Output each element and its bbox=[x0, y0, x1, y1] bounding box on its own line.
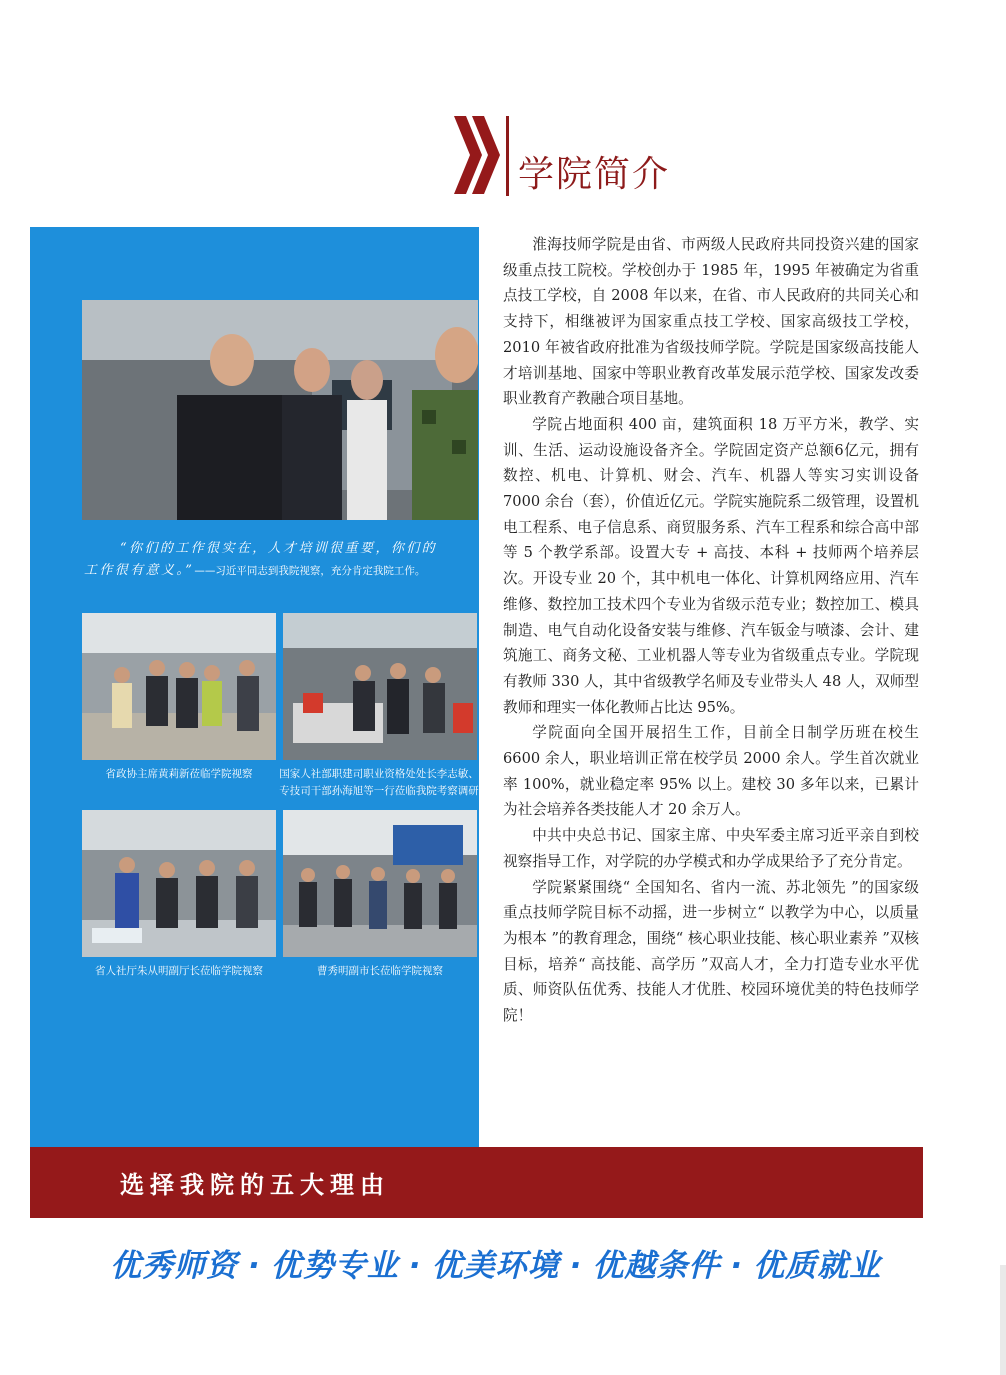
photo-visit-4 bbox=[283, 810, 477, 957]
reason-1: 优秀师资 bbox=[110, 1248, 238, 1284]
quote-line-2 bbox=[84, 560, 478, 582]
caption-2-line-1: 国家人社部职建司职业资格处处长李志敏、 bbox=[279, 768, 479, 780]
main-photo bbox=[82, 300, 478, 520]
page-edge bbox=[1000, 1265, 1006, 1375]
section-header bbox=[452, 110, 752, 200]
double-chevron-icon bbox=[452, 110, 506, 200]
caption-2 bbox=[279, 766, 479, 800]
reason-4: 优越条件 bbox=[592, 1248, 721, 1284]
caption-1: 省政协主席黄莉新莅临学院视察 bbox=[105, 768, 253, 780]
reason-5: 优质就业 bbox=[753, 1248, 882, 1284]
intro-paragraph-3: 学院面向全国开展招生工作，目前全日制学历班在校生 6600 余人，职业培训正常在校学员 2000 余人。学生首次就业率 100%，就业稳定率 95% 以上。建校 30 多年以来，已累计为社会培养各类技能人才 20 余万人。 bbox=[503, 724, 919, 819]
caption-3: 省人社厅朱从明副厅长莅临学院视察 bbox=[95, 965, 263, 977]
quote-line-2-text: 工作很有意义。” bbox=[84, 563, 195, 578]
intro-paragraph-2: 学院占地面积 400 亩，建筑面积 18 万平方米，教学、实训、生活、运动设施设备齐全。学院固定资产总额6亿元，拥有数控、机电、计算机、财会、汽车、机器人等实习实训设备 7000 余台（套），价值近亿元。学院实施院系二级管理，设置机电工程系、电子信息系、商贸服务系、汽车工程系和综合高中部等 5 个教学系部。设置大专 + 高技、本科 + 技师两个培养层次。开设专业 20 个，其中机电一体化、计算机网络应用、汽车维修、数控加工技术四个专业为省级示范专业；数控加工、模具制造、电气自动化设备安装与维修、汽车钣金与喷漆、会计、建筑施工、商务文秘、工业机器人等专业为省级重点专业。学院现有教师 330 人，其中省级教学名师及专业带头人 48 人，双师型教师和理实一体化教师占比达 95%。 bbox=[503, 415, 919, 716]
reason-separator: · bbox=[569, 1248, 583, 1284]
photo-visit-2 bbox=[283, 613, 477, 760]
reason-separator: · bbox=[730, 1248, 744, 1284]
reason-separator: · bbox=[408, 1248, 422, 1284]
photo-visit-3 bbox=[82, 810, 276, 957]
quote-source: ——习近平同志到我院视察，充分肯定我院工作。 bbox=[194, 565, 426, 577]
banner-title: 选择我院的五大理由 bbox=[120, 1171, 390, 1199]
reason-separator: · bbox=[248, 1248, 261, 1284]
five-reasons bbox=[110, 1240, 970, 1285]
photo-visit-1 bbox=[82, 613, 276, 760]
quote-line-1: “你们的工作很实在，人才培训很重要，你们的 bbox=[120, 541, 438, 556]
reason-2: 优势专业 bbox=[270, 1248, 399, 1284]
quote-block bbox=[84, 538, 478, 582]
reasons-banner bbox=[30, 1147, 923, 1218]
caption-2-line-2: 专技司干部孙海旭等一行莅临我院考察调研 bbox=[279, 785, 479, 797]
reason-3: 优美环境 bbox=[431, 1248, 560, 1284]
caption-4: 曹秀明副市长莅临学院视察 bbox=[317, 965, 443, 977]
intro-paragraph-4: 中共中央总书记、国家主席、中央军委主席习近平亲自到校视察指导工作，对学院的办学模式和办学成果给予了充分肯定。 bbox=[503, 827, 919, 870]
introduction-text bbox=[503, 232, 919, 1029]
page-title: 学院简介 bbox=[518, 154, 671, 195]
header-divider bbox=[506, 116, 509, 196]
intro-paragraph-5: 学院紧紧围绕“ 全国知名、省内一流、苏北领先 ”的国家级重点技师学院目标不动摇，进一步树立“ 以教学为中心，以质量为根本 ”的教育理念，围绕“ 核心职业技能、核心职业素养 ”双核目标，培养“ 高技能、高学历 ”双高人才，全力打造专业水平优质、师资队伍优秀、技能人才优胜、校园环境优美的特色技师学院！ bbox=[503, 878, 919, 1025]
intro-paragraph-1: 淮海技师学院是由省、市两级人民政府共同投资兴建的国家级重点技工院校。学校创办于 1985 年，1995 年被确定为省重点技工学校，自 2008 年以来，在省、市人民政府的共同关心和支持下，相继被评为国家重点技工学校、国家高级技工学校，2010 年被省政府批准为省级技师学院。学院是国家级高技能人才培训基地、国家中等职业教育改革发展示范学校、国家发改委职业教育产教融合项目基地。 bbox=[503, 236, 919, 408]
